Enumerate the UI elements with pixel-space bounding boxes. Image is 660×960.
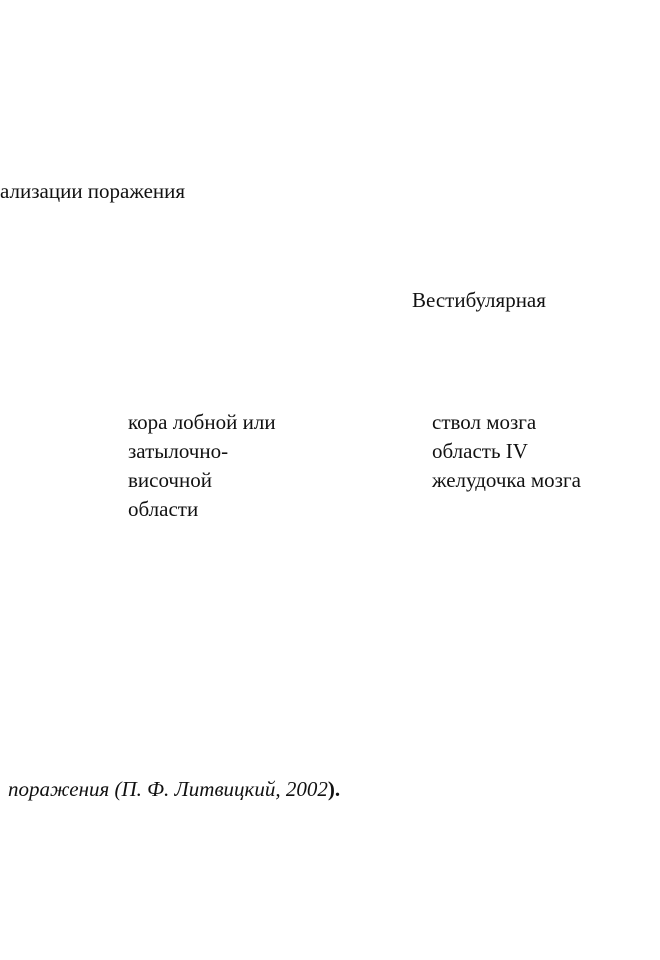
- cortex-line: кора лобной или: [128, 410, 276, 434]
- figure-caption: [8, 775, 340, 804]
- caption-text: поражения (П. Ф. Литвицкий, 2002: [8, 777, 328, 801]
- brainstem-line: ствол мозга: [432, 410, 537, 434]
- vestibular-column-header: Вестибулярная: [412, 288, 546, 312]
- section-heading-fragment: ализации поражения: [0, 179, 186, 203]
- brainstem-line: желудочка мозга: [432, 468, 581, 492]
- brainstem-line: область IV: [432, 439, 528, 463]
- cortex-line: височной: [128, 468, 212, 492]
- cortex-line: затылочно-: [128, 439, 229, 463]
- caption-end: ).: [327, 777, 341, 801]
- brainstem-lesion-cell: [432, 408, 581, 495]
- cortex-line: области: [128, 497, 199, 521]
- cortex-lesion-cell: [128, 408, 276, 524]
